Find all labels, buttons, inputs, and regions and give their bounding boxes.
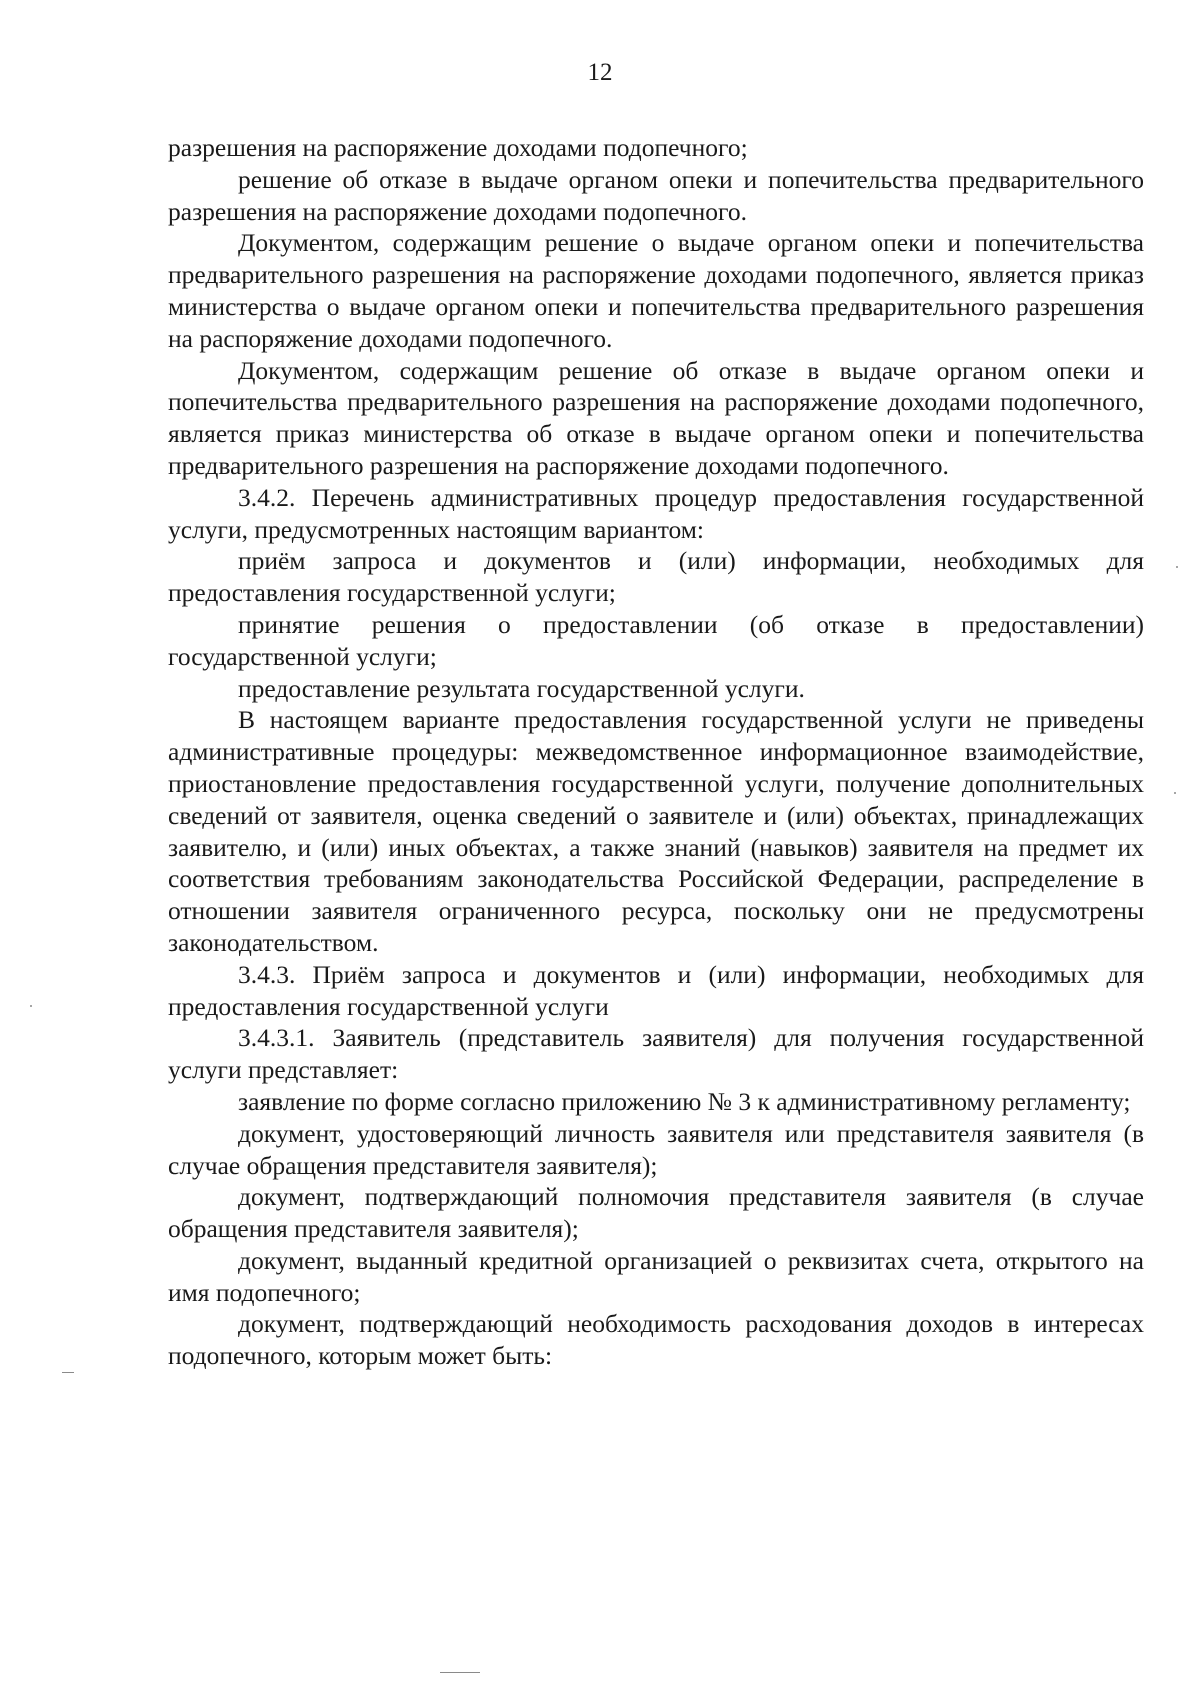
list-item: документ, подтверждающий необходимость расходования доходов в интересах подопечного, которым может быть: [168,1309,1144,1371]
list-item: документ, удостоверяющий личность заявителя или представителя заявителя (в случае обращения представителя заявителя); [168,1118,1144,1180]
scan-speck [62,1372,74,1373]
scan-speck [30,1005,32,1007]
list-item: приём запроса и документов и (или) информации, необходимых для предоставления государственной услуги; [168,546,1144,608]
scan-speck [1176,566,1178,568]
section-paragraph: 3.4.2. Перечень административных процедур предоставления государственной услуги, предусмотренных настоящим вариантом: [168,482,1144,544]
paragraph: Документом, содержащим решение об отказе в выдаче органом опеки и попечительства предварительного разрешения на распоряжение доходами подопечного, является приказ министерства об отказе в выдаче органом опеки и попечительства предварительного разрешения на распоряжение доходами подопечного. [168,355,1144,480]
section-paragraph: 3.4.3.1. Заявитель (представитель заявителя) для получения государственной услуги представляет: [168,1023,1144,1085]
scan-speck [440,1672,480,1673]
paragraph: решение об отказе в выдаче органом опеки и попечительства предварительного разрешения на распоряжение доходами подопечного. [168,164,1144,226]
list-item: документ, выданный кредитной организацией о реквизитах счета, открытого на имя подопечного; [168,1245,1144,1307]
section-heading: 3.4.3. Приём запроса и документов и (или) информации, необходимых для предоставления государственной услуги [168,959,1144,1021]
list-item: документ, подтверждающий полномочия представителя заявителя (в случае обращения представителя заявителя); [168,1182,1144,1244]
paragraph: Документом, содержащим решение о выдаче органом опеки и попечительства предварительного разрешения на распоряжение доходами подопечного, является приказ министерства о выдаче органом опеки и попечительства предварительного разрешения на распоряжение доходами подопечного. [168,228,1144,353]
paragraph: разрешения на распоряжение доходами подопечного; [168,133,748,162]
scan-speck [1174,792,1176,794]
document-body [168,132,1144,1372]
list-item: заявление по форме согласно приложению № 3 к административному регламенту; [238,1086,1131,1116]
page-number: 12 [587,59,613,86]
list-item: принятие решения о предоставлении (об отказе в предоставлении) государственной услуги; [168,609,1144,671]
list-item: предоставление результата государственной услуги. [238,673,805,703]
paragraph: В настоящем варианте предоставления государственной услуги не приведены административные процедуры: межведомственное информационное взаимодействие, приостановление предоставления государственной услуги, получение дополнительных сведений от заявителя, оценка сведений о заявителе и (или) объектах, принадлежащих заявителю, и (или) иных объектах, а также знаний (навыков) заявителя на предмет их соответствия требованиям законодательства Российской Федерации, распределение в отношении заявителя ограниченного ресурса, поскольку они не предусмотрены законодательством. [168,705,1144,957]
